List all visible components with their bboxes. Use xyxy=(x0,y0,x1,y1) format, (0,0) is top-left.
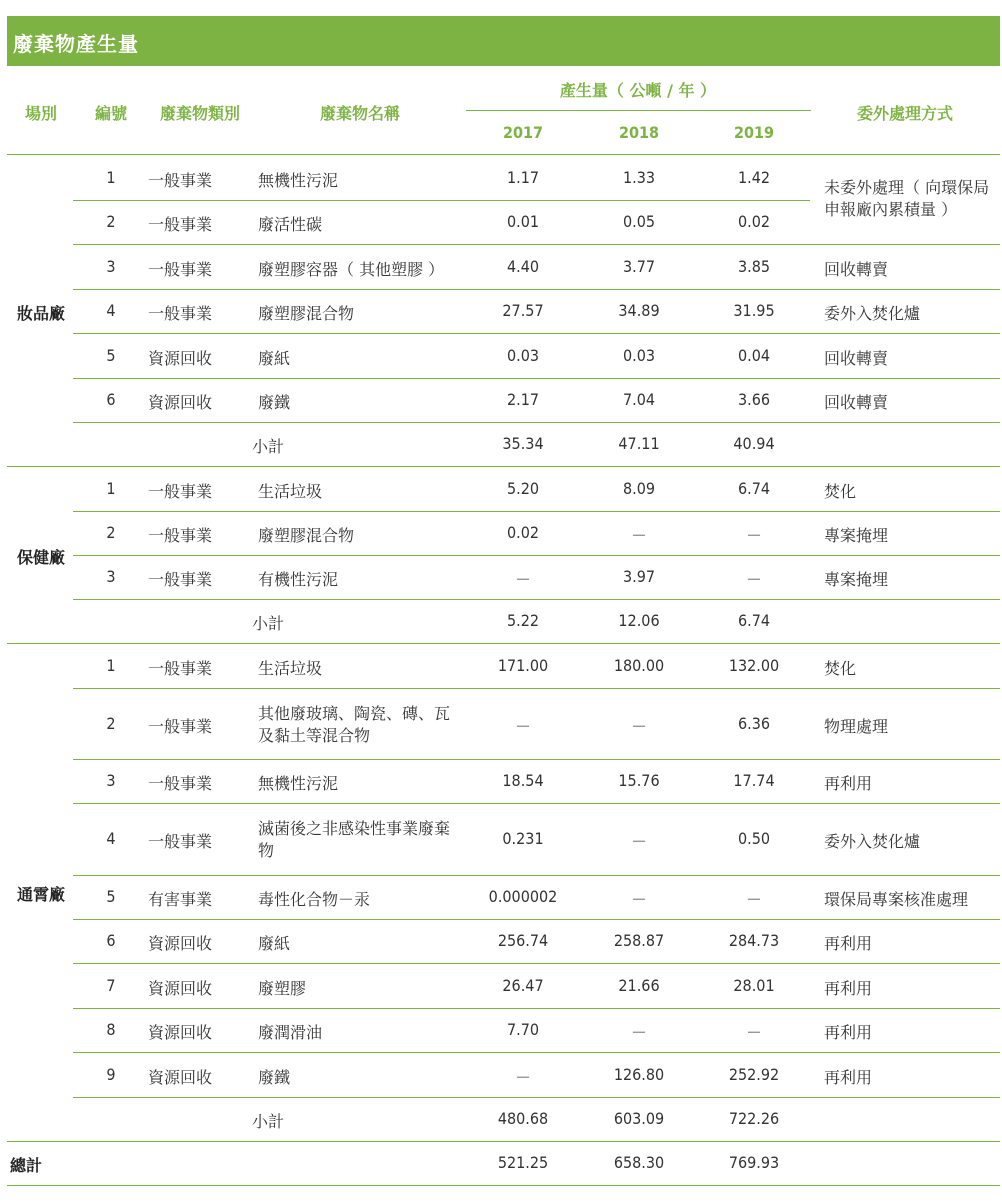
value-2017: － xyxy=(514,570,532,589)
row-divider xyxy=(73,759,1000,760)
plant-name: 通霄廠 xyxy=(16,885,66,904)
disposal-method: 物理處理 xyxy=(824,716,889,736)
value-2019: 6.74 xyxy=(737,478,771,498)
row-number: 6 xyxy=(106,931,116,950)
value-2017: 18.54 xyxy=(502,771,544,790)
page-title: 廢棄物產生量 xyxy=(13,32,139,56)
row-number: 5 xyxy=(106,345,116,365)
value-2018: 3.77 xyxy=(622,256,656,276)
value-2018: 21.66 xyxy=(618,975,660,995)
plant-name: 保健廠 xyxy=(16,547,66,567)
total-2018: 658.30 xyxy=(613,1153,665,1172)
disposal-method: 委外入焚化爐 xyxy=(824,304,921,323)
value-2017: 0.03 xyxy=(506,345,540,365)
value-2018: 126.80 xyxy=(613,1064,665,1084)
row-number: 3 xyxy=(106,567,116,586)
waste-category: 資源回收 xyxy=(148,934,213,953)
disposal-method: 專案掩埋 xyxy=(824,526,889,545)
row-divider xyxy=(73,688,1000,689)
waste-name: 廢鐵 xyxy=(258,1067,291,1087)
value-2019: 0.02 xyxy=(737,212,771,231)
subtotal-2017: 35.34 xyxy=(502,434,544,453)
header-2018: 2018 xyxy=(618,123,660,142)
waste-category: 一般事業 xyxy=(148,774,213,793)
waste-name: 有機性污泥 xyxy=(258,570,339,589)
disposal-method: 專案掩埋 xyxy=(824,570,889,589)
subtotal-2019: 40.94 xyxy=(733,434,775,453)
row-number: 1 xyxy=(106,167,116,187)
waste-name: 廢鐵 xyxy=(258,393,291,412)
value-2018: 8.09 xyxy=(622,478,656,498)
waste-category: 一般事業 xyxy=(148,658,213,678)
row-divider xyxy=(73,599,1000,600)
value-2019: 3.66 xyxy=(737,390,771,409)
row-number: 8 xyxy=(106,1020,116,1039)
value-2019: 252.92 xyxy=(728,1064,780,1084)
row-divider xyxy=(73,422,1000,423)
value-2018: 3.97 xyxy=(622,567,656,586)
waste-name: 生活垃圾 xyxy=(258,658,323,678)
waste-name: 無機性污泥 xyxy=(258,170,339,190)
value-2018: 258.87 xyxy=(613,931,665,950)
section-divider xyxy=(7,643,1000,644)
section-divider xyxy=(7,466,1000,467)
row-number: 2 xyxy=(106,212,116,231)
row-divider xyxy=(73,555,1000,556)
waste-category: 一般事業 xyxy=(148,481,213,501)
value-2018: 34.89 xyxy=(618,301,660,320)
row-number: 2 xyxy=(106,523,116,542)
row-divider xyxy=(73,289,1000,290)
subtotal-label: 小計 xyxy=(252,614,285,633)
waste-name: 廢潤滑油 xyxy=(258,1023,323,1042)
row-number: 7 xyxy=(106,975,116,995)
waste-category: 資源回收 xyxy=(148,393,213,412)
row-number: 3 xyxy=(106,256,116,276)
value-2019: － xyxy=(745,1023,763,1042)
section-divider xyxy=(7,1141,1000,1142)
value-2019: 31.95 xyxy=(733,301,775,320)
waste-category: 一般事業 xyxy=(148,215,213,234)
subtotal-2019: 722.26 xyxy=(728,1109,780,1128)
header-method: 委外處理方式 xyxy=(856,104,954,123)
waste-category: 一般事業 xyxy=(148,170,213,190)
disposal-method: 再利用 xyxy=(824,1067,873,1087)
subtotal-label: 小計 xyxy=(252,1112,285,1131)
value-2018: 0.03 xyxy=(622,345,656,365)
row-number: 5 xyxy=(106,887,116,906)
disposal-method: 再利用 xyxy=(824,1023,873,1042)
total-label: 總計 xyxy=(10,1156,43,1175)
value-2018: 15.76 xyxy=(618,771,660,790)
value-2017: － xyxy=(514,716,532,736)
waste-category: 資源回收 xyxy=(148,1023,213,1042)
row-number: 1 xyxy=(106,478,116,498)
waste-category: 資源回收 xyxy=(148,978,213,998)
value-2017: 7.70 xyxy=(506,1020,540,1039)
value-2017: 256.74 xyxy=(497,931,549,950)
subtotal-2019: 6.74 xyxy=(737,611,771,630)
subtotal-2017: 5.22 xyxy=(506,611,540,630)
value-2019: 1.42 xyxy=(737,167,771,187)
disposal-method: 再利用 xyxy=(824,934,873,953)
row-divider xyxy=(73,1052,1000,1053)
value-2019: 132.00 xyxy=(728,655,780,675)
waste-category: 一般事業 xyxy=(148,304,213,323)
value-2019: 3.85 xyxy=(737,256,771,276)
row-divider xyxy=(73,803,1000,804)
value-2019: － xyxy=(745,890,763,909)
value-2019: 0.50 xyxy=(737,829,771,848)
total-2017: 521.25 xyxy=(497,1153,549,1172)
disposal-method: 焚化 xyxy=(824,658,857,678)
waste-name: 廢紙 xyxy=(258,934,291,953)
value-2017: 0.02 xyxy=(506,523,540,542)
value-2018: 1.33 xyxy=(622,167,656,187)
disposal-method: 再利用 xyxy=(824,774,873,793)
value-2017: 5.20 xyxy=(506,478,540,498)
disposal-method: 回收轉賣 xyxy=(824,393,889,412)
value-2018: － xyxy=(630,832,648,851)
waste-name: 廢塑膠混合物 xyxy=(258,526,355,545)
waste-name: 生活垃圾 xyxy=(258,481,323,501)
value-2018: － xyxy=(630,716,648,736)
waste-category: 資源回收 xyxy=(148,348,213,368)
value-2019: 0.04 xyxy=(737,345,771,365)
header-no: 編號 xyxy=(94,104,128,123)
waste-name: 廢活性碳 xyxy=(258,215,323,234)
waste-category: 資源回收 xyxy=(148,1067,213,1087)
value-2019: 6.36 xyxy=(737,713,771,733)
table-bottom-line xyxy=(7,1185,1000,1186)
value-2017: － xyxy=(514,1067,532,1087)
row-number: 1 xyxy=(106,655,116,675)
disposal-method: 再利用 xyxy=(824,978,873,998)
row-divider xyxy=(73,333,1000,334)
value-2019: － xyxy=(745,570,763,589)
value-2018: 0.05 xyxy=(622,212,656,231)
waste-name: 廢塑膠 xyxy=(258,978,307,998)
header-2017: 2017 xyxy=(502,123,544,142)
disposal-method: 委外入焚化爐 xyxy=(824,832,921,851)
row-divider xyxy=(73,244,1000,245)
value-2018: 7.04 xyxy=(622,390,656,409)
subtotal-2018: 47.11 xyxy=(618,434,660,453)
value-2017: 0.000002 xyxy=(488,887,558,906)
subtotal-2018: 603.09 xyxy=(613,1109,665,1128)
subtotal-2017: 480.68 xyxy=(497,1109,549,1128)
waste-name: 廢塑膠混合物 xyxy=(258,304,355,323)
value-2017: 0.01 xyxy=(506,212,540,231)
row-number: 2 xyxy=(106,713,116,733)
header-bottom-line xyxy=(7,154,1000,155)
waste-category: 一般事業 xyxy=(148,832,213,851)
header-2019: 2019 xyxy=(733,123,775,142)
row-number: 9 xyxy=(106,1064,116,1084)
row-divider xyxy=(73,1097,1000,1098)
row-number: 6 xyxy=(106,390,116,409)
disposal-method: 焚化 xyxy=(824,481,857,501)
row-divider xyxy=(73,875,1000,876)
value-2018: － xyxy=(630,1023,648,1042)
value-2019: 284.73 xyxy=(728,931,780,950)
value-2017: 171.00 xyxy=(497,655,549,675)
row-number: 4 xyxy=(106,829,116,848)
row-number: 3 xyxy=(106,771,116,790)
row-divider xyxy=(73,1008,1000,1009)
waste-name: 廢紙 xyxy=(258,348,291,368)
waste-name: 無機性污泥 xyxy=(258,774,339,793)
disposal-method: 回收轉賣 xyxy=(824,348,889,368)
disposal-method: 環保局專案核准處理 xyxy=(824,890,969,909)
subtotal-label: 小計 xyxy=(252,437,285,456)
value-2019: 17.74 xyxy=(733,771,775,790)
waste-name: 毒性化合物－汞 xyxy=(258,890,371,909)
row-divider xyxy=(73,919,1000,920)
value-2018: － xyxy=(630,890,648,909)
title-bar xyxy=(7,16,1000,66)
value-2017: 1.17 xyxy=(506,167,540,187)
subtotal-2018: 12.06 xyxy=(618,611,660,630)
value-2019: － xyxy=(745,526,763,545)
plant-name: 妝品廠 xyxy=(16,303,66,323)
waste-category: 一般事業 xyxy=(148,526,213,545)
total-2019: 769.93 xyxy=(728,1153,780,1172)
value-2018: － xyxy=(630,526,648,545)
value-2017: 4.40 xyxy=(506,256,540,276)
value-2017: 2.17 xyxy=(506,390,540,409)
value-2017: 0.231 xyxy=(502,829,544,848)
waste-name: 滅菌後之非感染性事業廢棄物 xyxy=(258,819,451,860)
header-name: 廢棄物名稱 xyxy=(319,104,401,123)
header-generation: 產生量（ 公噸 / 年 ） xyxy=(559,81,717,100)
value-2018: 180.00 xyxy=(613,655,665,675)
value-2019: 28.01 xyxy=(733,975,775,995)
waste-category: 有害事業 xyxy=(148,890,213,909)
header-category: 廢棄物類別 xyxy=(159,104,241,123)
value-2017: 26.47 xyxy=(502,975,544,995)
row-divider xyxy=(73,963,1000,964)
row-number: 4 xyxy=(106,301,116,320)
waste-name: 廢塑膠容器（ 其他塑膠 ） xyxy=(258,259,445,279)
disposal-method-merged: 未委外處理（ 向環保局申報廠內累積量 ） xyxy=(824,178,990,219)
disposal-method: 回收轉賣 xyxy=(824,259,889,279)
value-2017: 27.57 xyxy=(502,301,544,320)
header-site: 場別 xyxy=(24,104,58,123)
row-divider xyxy=(73,200,810,201)
row-divider xyxy=(73,511,1000,512)
waste-name: 其他廢玻璃、陶瓷、磚、瓦及黏土等混合物 xyxy=(258,703,451,745)
row-divider xyxy=(73,378,1000,379)
waste-category: 一般事業 xyxy=(148,570,213,589)
header-divider xyxy=(466,110,811,111)
waste-category: 一般事業 xyxy=(148,716,213,736)
waste-category: 一般事業 xyxy=(148,259,213,279)
